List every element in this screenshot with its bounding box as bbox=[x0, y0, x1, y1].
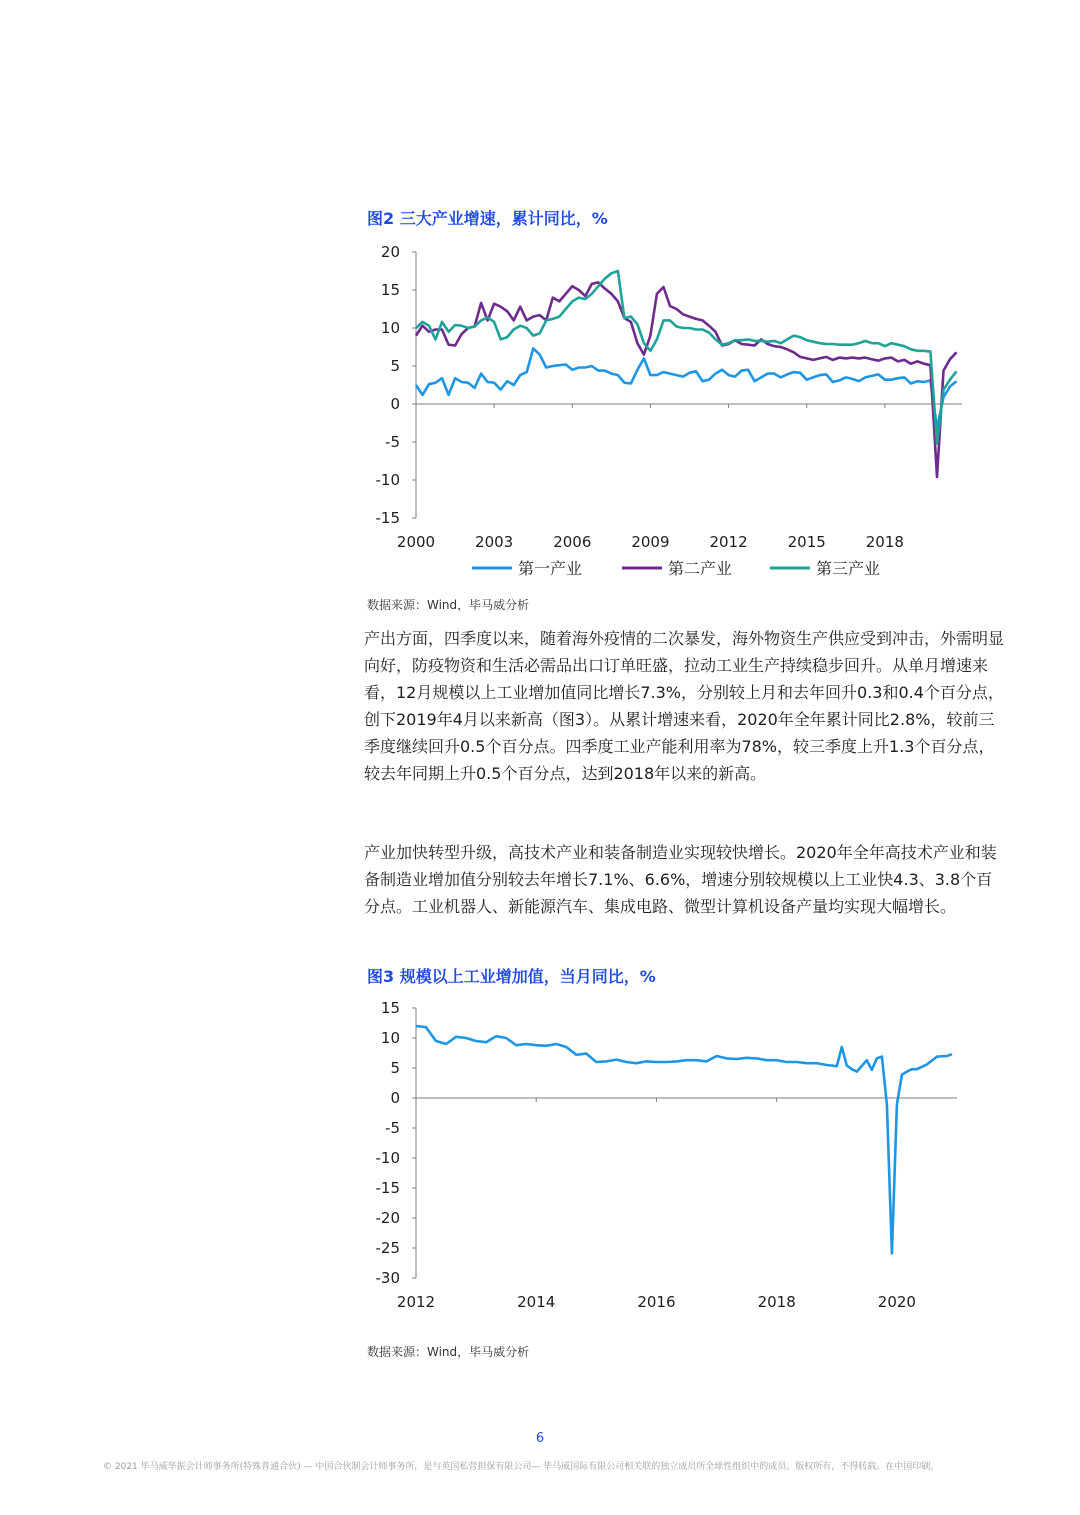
x-tick-label: 2018 bbox=[865, 533, 904, 551]
series-line-1 bbox=[416, 1026, 952, 1253]
paragraph-1: 产出方面，四季度以来，随着海外疫情的二次暴发，海外物资生产供应受到冲击，外需明显向好，防疫物资和生活必需品出口订单旺盛，拉动工业生产持续稳步回升。从单月增速来看，12月规模以上工业增加值同比增长7.3%，分别较上月和去年回升0.3和0.4个百分点，创下2019年4月以来新高（图3）。从累计增速来看，2020年全年累计同比2.8%，较前三季度继续回升0.5个百分点。四季度工业产能利用率为78%，较三季度上升1.3个百分点，较去年同期上升0.5个百分点，达到2018年以来的新高。 bbox=[364, 629, 1005, 783]
legend-label-3: 第三产业 bbox=[816, 559, 881, 578]
legend-label-2: 第二产业 bbox=[668, 559, 733, 578]
series-line-2 bbox=[416, 282, 957, 477]
y-tick-label: 20 bbox=[380, 243, 400, 261]
y-tick-label: 0 bbox=[390, 395, 400, 413]
x-tick-label: 2006 bbox=[553, 533, 592, 551]
x-tick-label: 2016 bbox=[637, 1293, 676, 1311]
page-number: 6 bbox=[535, 1431, 545, 1446]
figure2-chart bbox=[360, 238, 980, 588]
y-tick-label: -5 bbox=[385, 433, 400, 451]
y-tick-label: -30 bbox=[375, 1269, 400, 1287]
y-tick-label: -15 bbox=[375, 1179, 400, 1197]
x-tick-label: 2000 bbox=[396, 533, 436, 551]
figure2-title: 图2 三大产业增速，累计同比，% bbox=[367, 209, 608, 228]
y-tick-label: 5 bbox=[390, 357, 400, 375]
x-tick-label: 2014 bbox=[517, 1293, 556, 1311]
y-tick-label: 15 bbox=[380, 999, 400, 1017]
figure2-source: 数据来源：Wind，毕马威分析 bbox=[367, 598, 530, 612]
y-tick-label: 10 bbox=[380, 319, 400, 337]
x-tick-label: 2009 bbox=[631, 533, 670, 551]
x-tick-label: 2020 bbox=[877, 1293, 916, 1311]
y-tick-label: 0 bbox=[390, 1089, 400, 1107]
x-tick-label: 2018 bbox=[757, 1293, 796, 1311]
figure3-title: 图3 规模以上工业增加值，当月同比，% bbox=[367, 967, 656, 986]
y-tick-label: -5 bbox=[385, 1119, 400, 1137]
y-tick-label: -25 bbox=[375, 1239, 400, 1257]
y-tick-label: 10 bbox=[380, 1029, 400, 1047]
y-tick-label: 15 bbox=[380, 281, 400, 299]
y-tick-label: -10 bbox=[375, 471, 400, 489]
x-tick-label: 2012 bbox=[709, 533, 748, 551]
x-tick-label: 2012 bbox=[396, 1293, 436, 1311]
footer-copyright: © 2021 毕马威华振会计师事务所(特殊普通合伙) — 中国合伙制会计师事务所，是与英国私营担保有限公司— 毕马威国际有限公司相关联的独立成员所全球性组织中的成员。版权所有，不得转载。在中国印刷。 bbox=[103, 1462, 940, 1472]
y-tick-label: -20 bbox=[375, 1209, 400, 1227]
series-line-3 bbox=[416, 271, 957, 444]
legend-label-1: 第一产业 bbox=[518, 559, 583, 578]
x-tick-label: 2015 bbox=[787, 533, 826, 551]
paragraph-2: 产业加快转型升级，高技术产业和装备制造业实现较快增长。2020年全年高技术产业和装备制造业增加值分别较去年增长7.1%、6.6%，增速分别较规模以上工业快4.3、3.8个百分点。工业机器人、新能源汽车、集成电路、微型计算机设备产量均实现大幅增长。 bbox=[364, 843, 997, 916]
y-tick-label: -10 bbox=[375, 1149, 400, 1167]
figure3-chart bbox=[360, 998, 980, 1318]
y-tick-label: 5 bbox=[390, 1059, 400, 1077]
figure3-source: 数据来源：Wind，毕马威分析 bbox=[367, 1345, 530, 1359]
y-tick-label: -15 bbox=[375, 509, 400, 527]
x-tick-label: 2003 bbox=[475, 533, 514, 551]
